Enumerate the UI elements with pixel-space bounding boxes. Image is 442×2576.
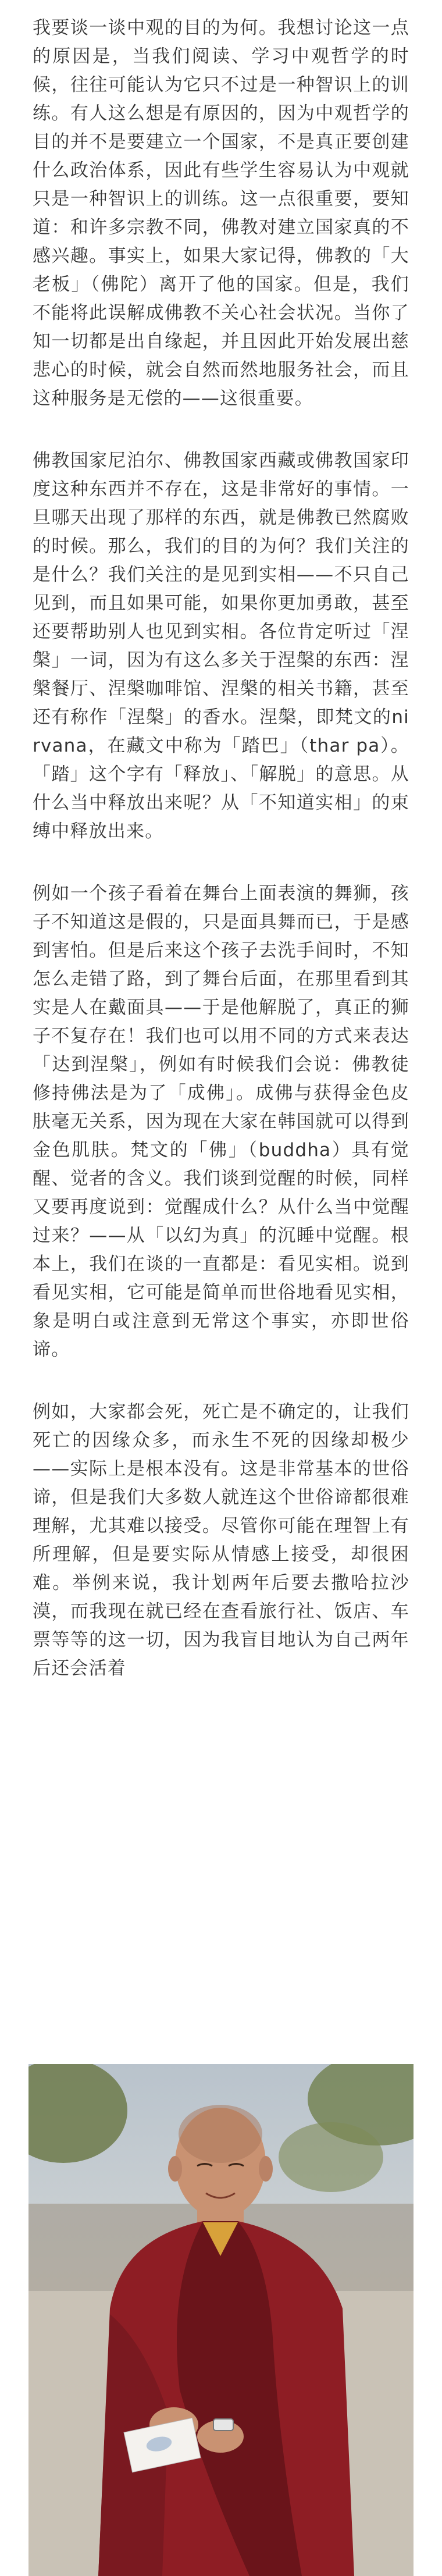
- paragraph-1: 我要谈一谈中观的目的为何。我想讨论这一点的原因是，当我们阅读、学习中观哲学的时候，往往可能认为它只不过是一种智识上的训练。有人这么想是有原因的，因为中观哲学的目的并不是要建立一个国家，不是真正要创建什么政治体系，因此有些学生容易认为中观就只是一种智识上的训练。这一点很重要，要知道：和许多宗教不同，佛教对建立国家真的不感兴趣。事实上，如果大家记得，佛教的「大老板」（佛陀）离开了他的国家。但是，我们不能将此误解成佛教不关心社会状况。当你了知一切都是出自缘起，并且因此开始发展出慈悲心的时候，就会自然而然地服务社会，而且这种服务是无偿的——这很重要。: [33, 17, 409, 409]
- paragraph-4: 例如，大家都会死，死亡是不确定的，让我们死亡的因缘众多，而永生不死的因缘却极少——实际上是根本没有。这是非常基本的世俗谛，但是我们大多数人就连这个世俗谛都很难理解，尤其难以接受。尽管你可能在理智上有所理解，但是要实际从情感上接受，却很困难。举例来说，我计划两年后要去撒哈拉沙漠，而我现在就已经在查看旅行社、饭店、车票等等的这一切，因为我盲目地认为自己两年后还会活着: [33, 1401, 409, 1679]
- monk-photo: [28, 2064, 414, 2576]
- paragraph-2: 佛教国家尼泊尔、佛教国家西藏或佛教国家印度这种东西并不存在，这是非常好的事情。一旦哪天出现了那样的东西，就是佛教已然腐败的时候。那么，我们的目的为何？我们关注的是什么？我们关注的是见到实相——不只自己见到，而且如果可能，如果你更加勇敢，甚至还要帮助别人也见到实相。各位肯定听过「涅槃」一词，因为有这么多关于涅槃的东西：涅槃餐厅、涅槃咖啡馆、涅槃的相关书籍，甚至还有称作「涅槃」的香水。涅槃，即梵文的nirvana，在藏文中称为「踏巴」（thar pa）。「踏」这个字有「释放」、「解脱」的意思。从什么当中释放出来呢？从「不知道实相」的束缚中释放出来。: [33, 450, 409, 842]
- photo-container: [0, 2064, 442, 2576]
- paragraph-3: 例如一个孩子看着在舞台上面表演的舞狮，孩子不知道这是假的，只是面具舞而已，于是感到害怕。但是后来这个孩子去洗手间时，不知怎么走错了路，到了舞台后面，在那里看到其实是人在戴面具——于是他解脱了，真正的狮子不复存在！我们也可以用不同的方式来表达「达到涅槃」，例如有时候我们会说：佛教徒修持佛法是为了「成佛」。成佛与获得金色皮肤毫无关系，因为现在大家在韩国就可以得到金色肌肤。梵文的「佛」（buddha）具有觉醒、觉者的含义。我们谈到觉醒的时候，同样又要再度说到：觉醒成什么？从什么当中觉醒过来？——从「以幻为真」的沉睡中觉醒。根本上，我们在谈的一直都是：看见实相。说到看见实相，它可能是简单而世俗地看见实相，象是明白或注意到无常这个事实，亦即世俗谛。: [33, 883, 409, 1360]
- monk-illustration: [28, 2064, 414, 2576]
